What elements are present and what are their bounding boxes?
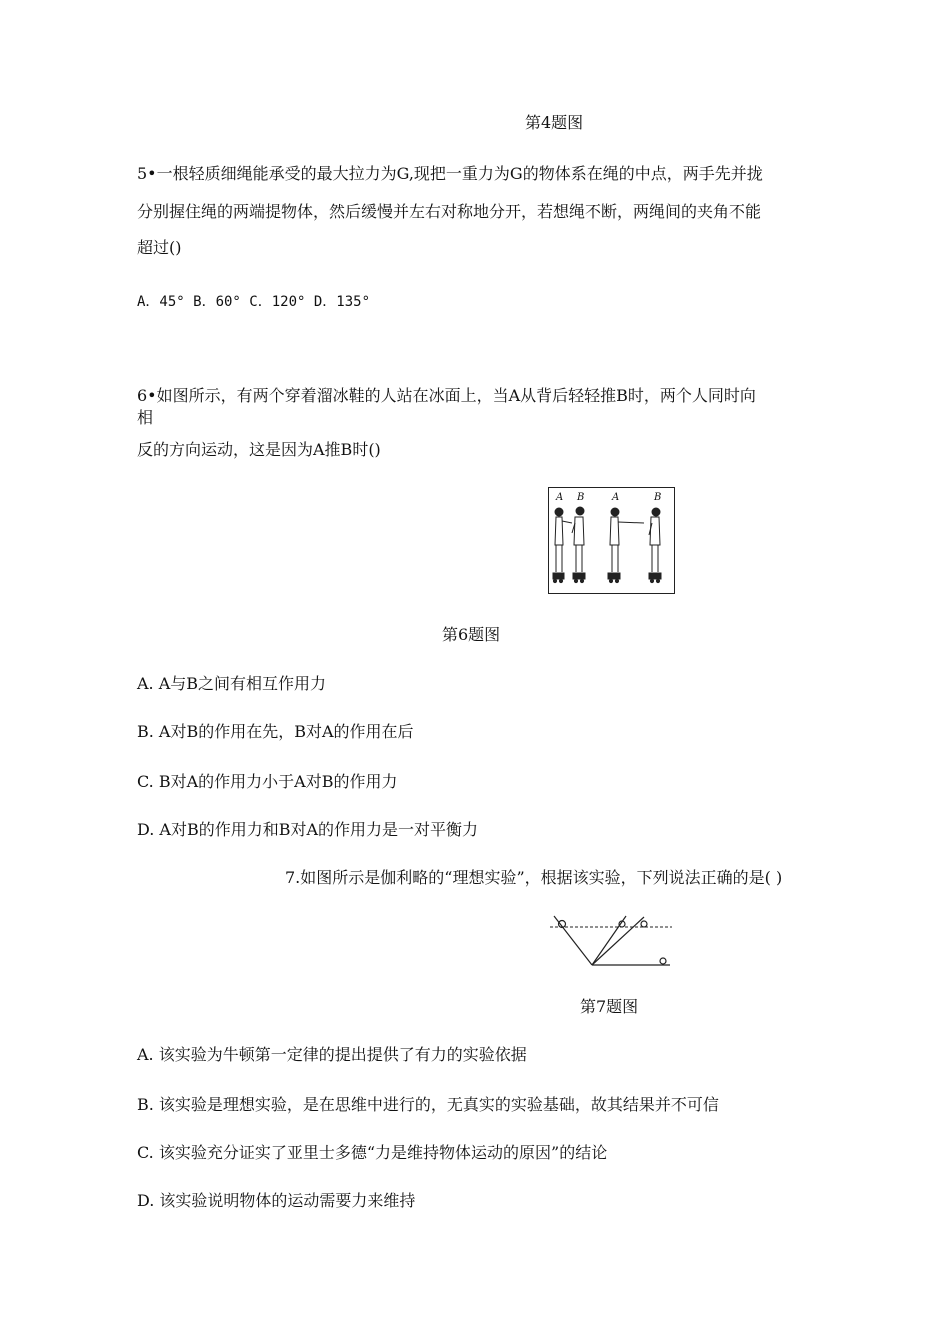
q6-option-c: C. B对A的作用力小于A对B的作用力 [137, 772, 398, 791]
figure-6-caption: 第6题图 [442, 625, 501, 644]
figure-7-caption: 第7题图 [580, 997, 639, 1016]
q5-line-2: 分别握住绳的两端提物体，然后缓慢并左右对称地分开，若想绳不断，两绳间的夹角不能 [137, 202, 762, 221]
q5-line-1: 5•一根轻质细绳能承受的最大拉力为G,现把一重力为G的物体系在绳的中点，两手先并拢 [137, 164, 763, 183]
q6-option-d: D. A对B的作用力和B对A的作用力是一对平衡力 [137, 820, 479, 839]
q7-option-c: C. 该实验充分证实了亚里士多德“力是维持物体运动的原因”的结论 [137, 1143, 608, 1162]
q7-stem: 7.如图所示是伽利略的“理想实验”，根据该实验，下列说法正确的是( ) [285, 868, 783, 887]
q5-options: A．45° B．60° C．120° D．135° [137, 294, 371, 310]
label-b-left: B [577, 492, 585, 503]
galileo-ramps-figure [546, 912, 676, 970]
q5-line-3: 超过() [137, 238, 182, 257]
q7-option-b: B. 该实验是理想实验，是在思维中进行的，无真实的实验基础，故其结果并不可信 [137, 1095, 719, 1114]
q6-line-3: 反的方向运动，这是因为A推B时() [137, 440, 381, 459]
label-a-left: A [556, 492, 564, 503]
skaters-figure [548, 487, 675, 594]
label-b-right: B [654, 492, 662, 503]
q6-option-b: B. A对B的作用在先，B对A的作用在后 [137, 722, 414, 741]
q6-option-a: A. A与B之间有相互作用力 [137, 674, 327, 693]
q6-line-1: 6•如图所示，有两个穿着溜冰鞋的人站在冰面上，当A从背后轻轻推B时，两个人同时向 [137, 386, 756, 405]
figure-4-caption: 第4题图 [525, 113, 584, 132]
q7-option-d: D. 该实验说明物体的运动需要力来维持 [137, 1191, 416, 1210]
label-a-right: A [612, 492, 620, 503]
q7-option-a: A. 该实验为牛顿第一定律的提出提供了有力的实验依据 [137, 1045, 527, 1064]
q6-line-2: 相 [137, 408, 154, 427]
